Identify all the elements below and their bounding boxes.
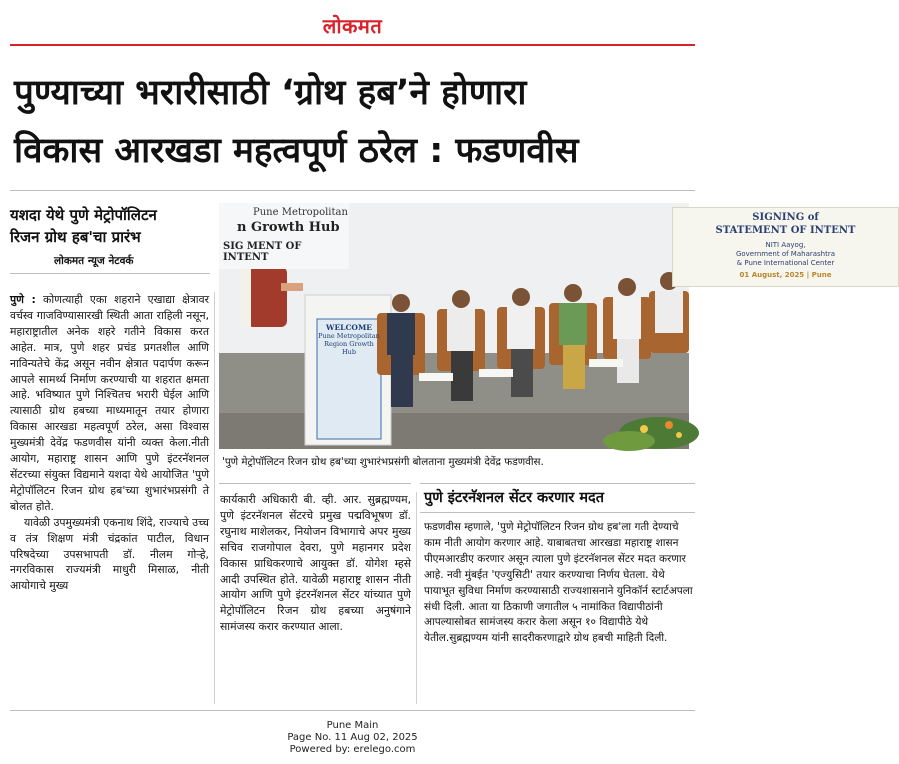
section-2-top-divider (420, 483, 695, 484)
page-info: Page No. 11 Aug 02, 2025 (287, 732, 418, 743)
masthead (0, 0, 705, 44)
headline-divider (10, 190, 695, 191)
article-paragraph-3: कार्यकारी अधिकारी बी. व्ही. आर. सुब्रह्मण्यम, पुणे इंटरनॅशनल सेंटरचे प्रमुख पद्मविभूषण डॉ. रघुनाथ माशेलकर, नियोजन विभागाचे अपर मुख्य सचिव राजगोपाल देवरा, पुणे महानगर प्रदेश विकास प्राधिकरणाचे आयुक्त डॉ. योगेश म्हसे आदी उपस्थित होते. यावेळी महाराष्ट्र शासन नीती आयोग आणि पुणे इंटरनॅशनल सेंटर यांच्यात पुणे मेट्रोपॉलिटन रिजन ग्रोथ हबच्या अनुषंगाने सामंजस्य करार करण्यात आला. (220, 493, 411, 634)
page-footer (0, 720, 705, 756)
article-paragraph-1: कोणत्याही एका शहराने एखाद्या क्षेत्रावर वर्चस्व गाजविण्यासारखी स्थिती आता राहिली नसून, महाराष्ट्रातील अनेक शहरे गतीने विकास करत आहेत. मात्र, पुणे शहर प्रचंड प्रगतशील आणि नाविन्यतेचे केंद्र असून नवीन क्षेत्रात पदार्पण करून आपले सामर्थ्य निर्माण करण्याची या शहरात क्षमता आहे. भविष्यात पुणे निश्चितच भरारी घेईल आणि त्यासाठी ग्रोथ हबच्या माध्यमातून तयार होणारा विकास आरखडा महत्वपूर्ण ठरेल, असा विश्वास मुख्यमंत्री देवेंद्र फडणवीस यांनी व्यक्त केला.नीती आयोग, महाराष्ट्र शासन आणि पुणे इंटरनॅशनल सेंटरच्या संयुक्त विद्यमाने यशदा येथे आयोजित 'पुणे मेट्रोपॉलिटन रिजन ग्रोथ हब'च्या शुभारंभप्रसंगी ते बोलत होते. (10, 293, 210, 513)
article-column-1 (10, 292, 209, 594)
masthead-divider (10, 44, 695, 46)
newspaper-logo: लोकमत (322, 14, 383, 38)
event-photo (219, 203, 856, 449)
sub-headline-line-2: रिजन ग्रोथ हब'चा प्रारंभ (10, 228, 141, 246)
podium-sign: WELCOME Pune Metropolitan Region Growth Hub (318, 323, 380, 356)
column-rule-2 (416, 492, 417, 704)
headline (14, 64, 694, 180)
signing-banner: SIGNING of STATEMENT OF INTENT NITI Aayog, Government of Maharashtra & Pune International Center 01 August, 2025 | Pune (672, 207, 899, 287)
powered-by-link[interactable]: Powered by: erelego.com (289, 744, 416, 755)
column-2-divider (219, 483, 411, 484)
sub-headline (10, 204, 210, 248)
edition-label: Pune Main (326, 720, 379, 731)
column-rule-1 (214, 292, 215, 704)
section-2-body: फडणवीस म्हणाले, 'पुणे मेट्रोपॉलिटन रिजन ग्रोथ हब'ला गती देण्याचे काम नीती आयोग करणार आहे. याबाबतचा आरखडा महाराष्ट्र शासन पीएमआरडीए करणार असून त्याला पुणे इंटरनॅशनल सेंटर मदत करणार आहे. नवी मुंबईत 'एज्युसिटी' तयार करण्याचा निर्णय घेतला. येथे पायाभूत सुविधा निर्माण करण्यासाठी राज्यशासनाने युनिकॉर्न स्टार्टअपला संधी दिली. आता या ठिकाणी जगातील ५ नामांकित विद्यापीठांनी आपल्यासोबत सामंजस्य करार केला असून १० विद्यापीठे येथे येतील.सुब्रह्मण्यम यांनी सादरीकरणाद्वारे ग्रोथ हबची माहिती दिली. (424, 521, 693, 645)
section-2-heading: पुणे इंटरनॅशनल सेंटर करणार मदत (424, 490, 604, 506)
byline: लोकमत न्यूज नेटवर्क (54, 255, 134, 267)
article-bottom-divider (10, 710, 695, 711)
headline-line-1: पुण्याच्या भरारीसाठी ‘ग्रोथ हब’ने होणारा (14, 73, 527, 113)
article-paragraph-2: यावेळी उपमुख्यमंत्री एकनाथ शिंदे, राज्याचे उच्च व तंत्र शिक्षण मंत्री चंद्रकांत पाटील, विधान परिषदेच्या उपसभापती डॉ. नीलम गोऱ्हे, नगरविकास राज्यमंत्री माधुरी मिसाळ, नीती आयोगाचे मुख्य (10, 515, 209, 593)
section-2-heading-divider (420, 512, 695, 513)
backdrop-banner: Pune Metropolitan n Growth Hub SIG MENT OF INTENT (219, 203, 349, 269)
sub-headline-line-1: यशदा येथे पुणे मेट्रोपॉलिटन (10, 206, 157, 224)
photo-caption: 'पुणे मेट्रोपॉलिटन रिजन ग्रोथ हब'च्या शुभारंभप्रसंगी बोलताना मुख्यमंत्री देवेंद्र फडणवीस. (222, 456, 544, 468)
headline-line-2: विकास आरखडा महत्वपूर्ण ठरेल : फडणवीस (14, 131, 579, 171)
dateline: पुणे : (10, 293, 36, 306)
byline-divider (10, 273, 210, 274)
article-column-2 (220, 492, 411, 635)
